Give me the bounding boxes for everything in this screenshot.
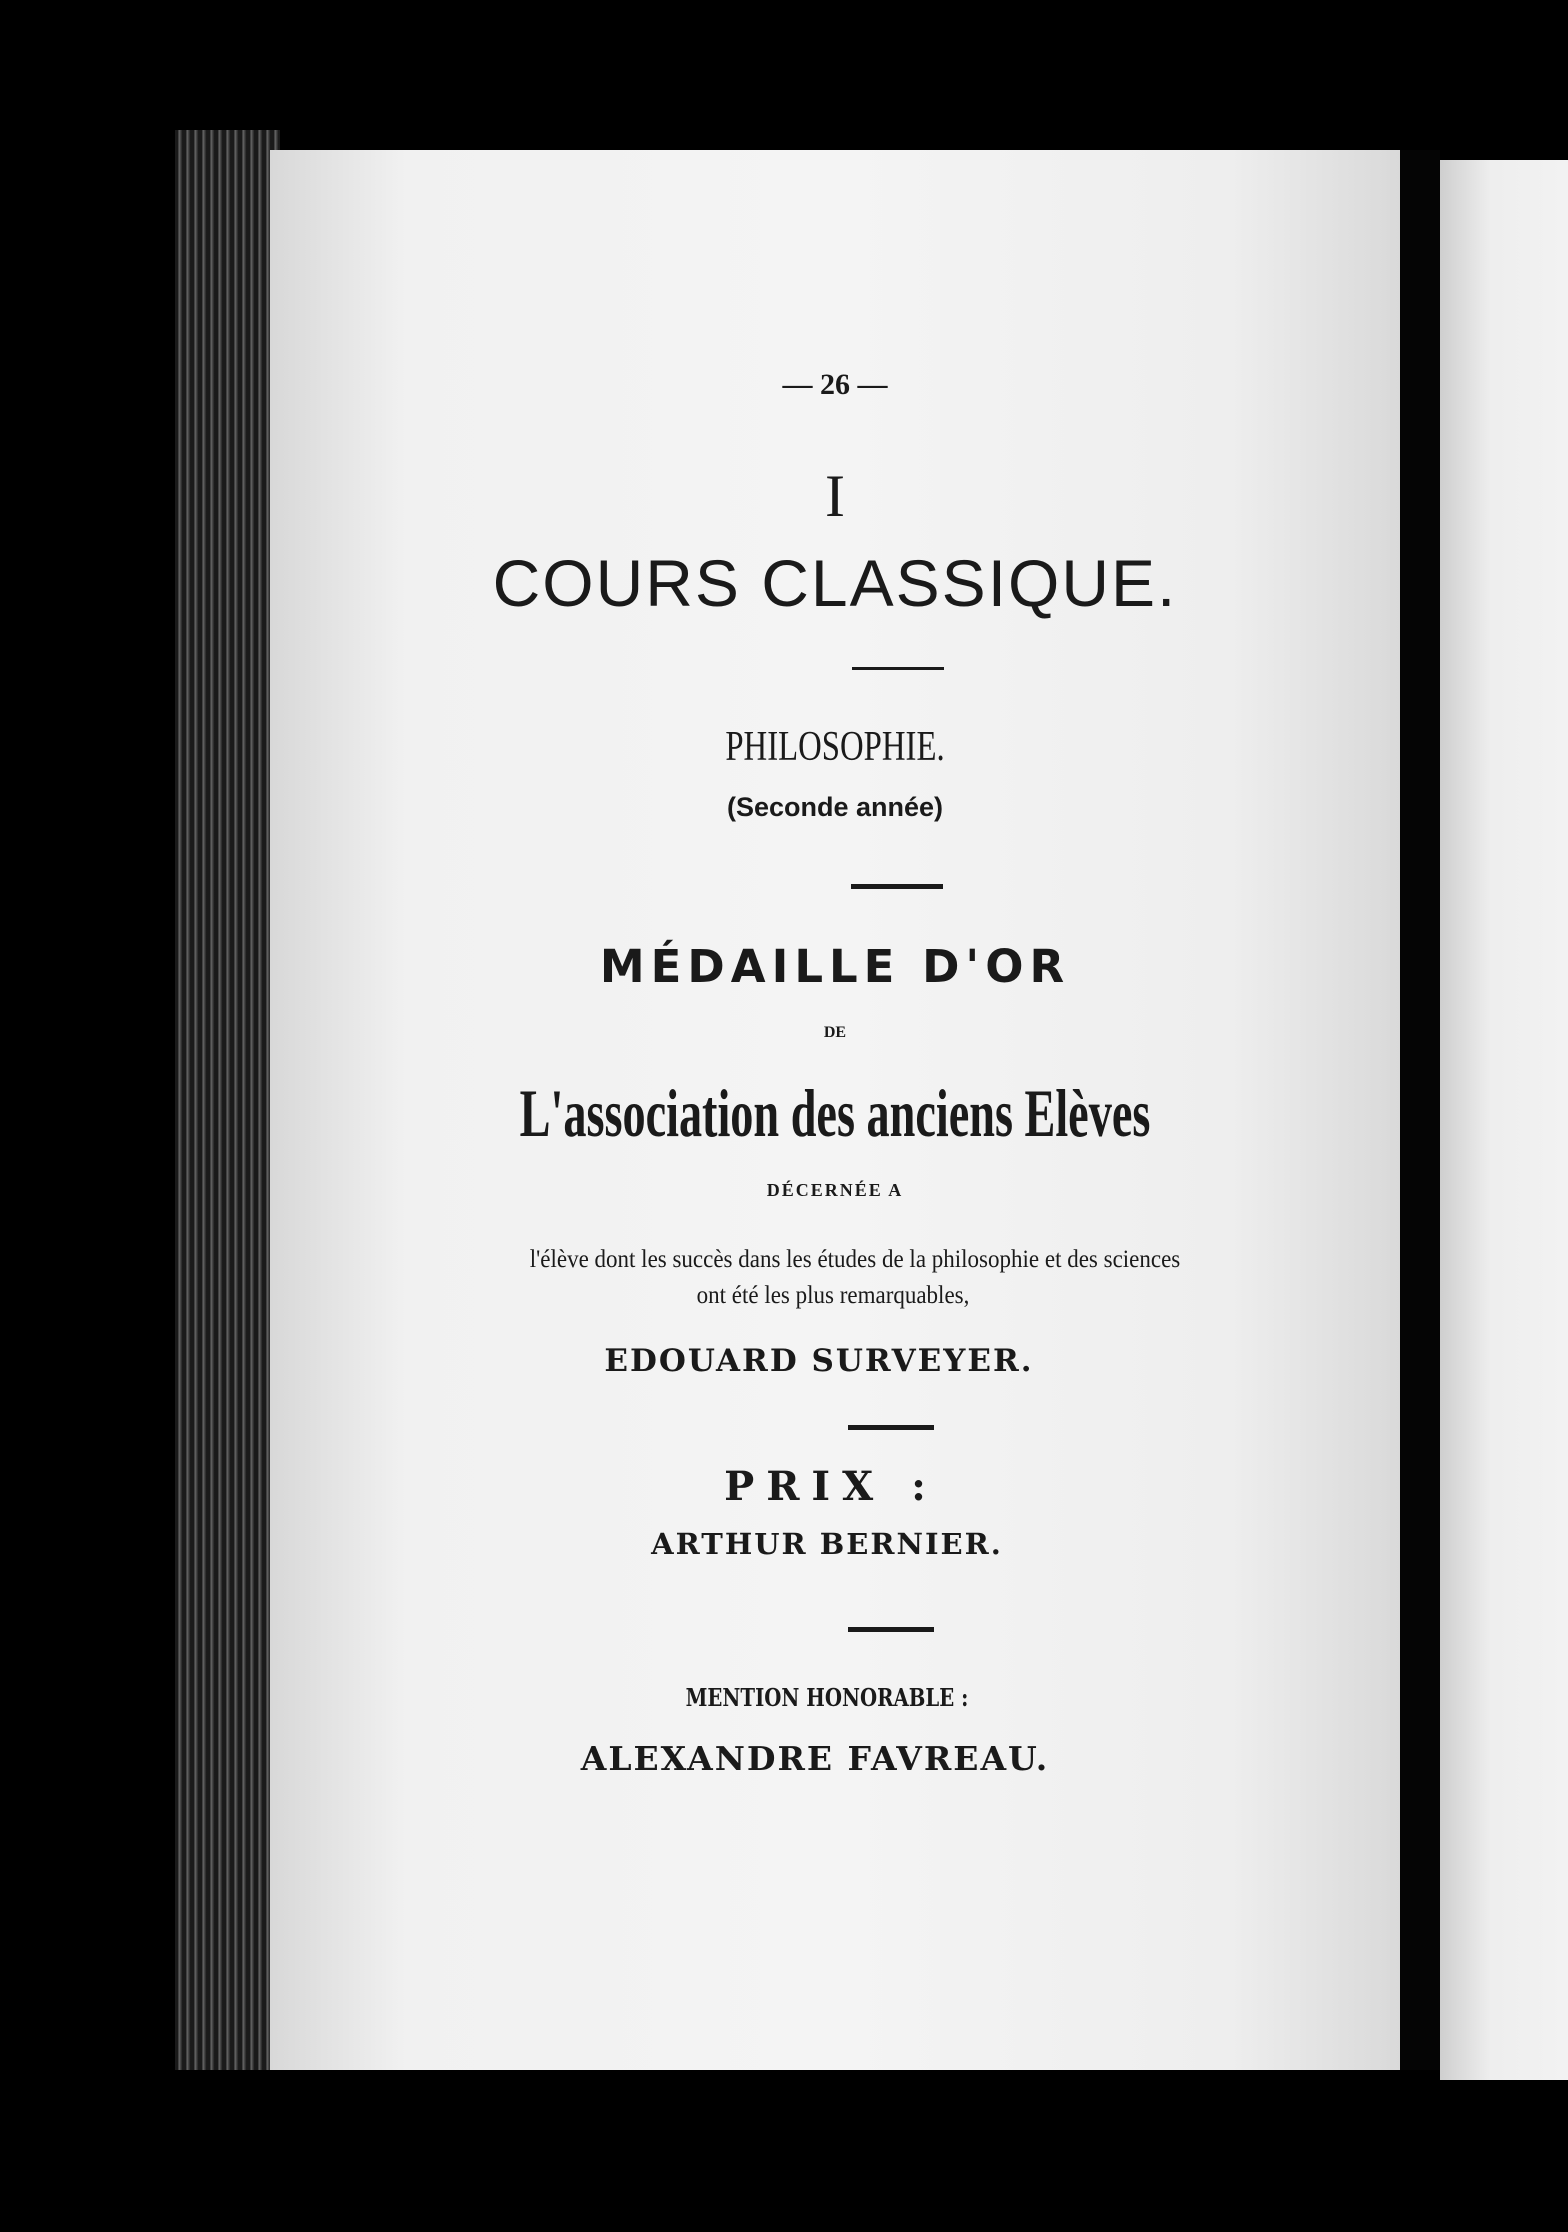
criteria-line-1: l'élève dont les succès dans les études de la philosophie et des sciences <box>529 1246 1181 1273</box>
mention-winner: ALEXANDRE FAVREAU. <box>580 1739 1050 1778</box>
section-numeral: I <box>825 463 845 529</box>
section-title: COURS CLASSIQUE. <box>492 546 1178 620</box>
facing-page <box>1440 160 1568 2080</box>
medal-title: MÉDAILLE D'OR <box>599 940 1071 993</box>
book-page <box>270 150 1400 2070</box>
mention-label: MENTION HONORABLE : <box>685 1683 969 1712</box>
prize-winner: ARTHUR BERNIER. <box>651 1527 1003 1561</box>
medal-de: DE <box>823 1024 847 1041</box>
divider-4 <box>848 1627 934 1632</box>
class-name: PHILOSOPHIE. <box>725 724 945 770</box>
divider-1 <box>852 667 944 670</box>
book-page-edges <box>175 130 280 2070</box>
class-year: (Seconde année) <box>726 792 944 822</box>
book-gutter <box>1400 150 1440 2070</box>
page-number: — 26 — <box>782 368 888 401</box>
divider-3 <box>848 1425 934 1430</box>
medal-winner: EDOUARD SURVEYER. <box>604 1343 1034 1379</box>
awarded-to: DÉCERNÉE A <box>766 1180 904 1200</box>
prize-label: PRIX : <box>724 1463 938 1510</box>
association-name: L'association des anciens Elèves <box>519 1075 1151 1151</box>
criteria-line-2: ont été les plus remarquables, <box>696 1282 970 1309</box>
divider-2 <box>851 884 943 889</box>
